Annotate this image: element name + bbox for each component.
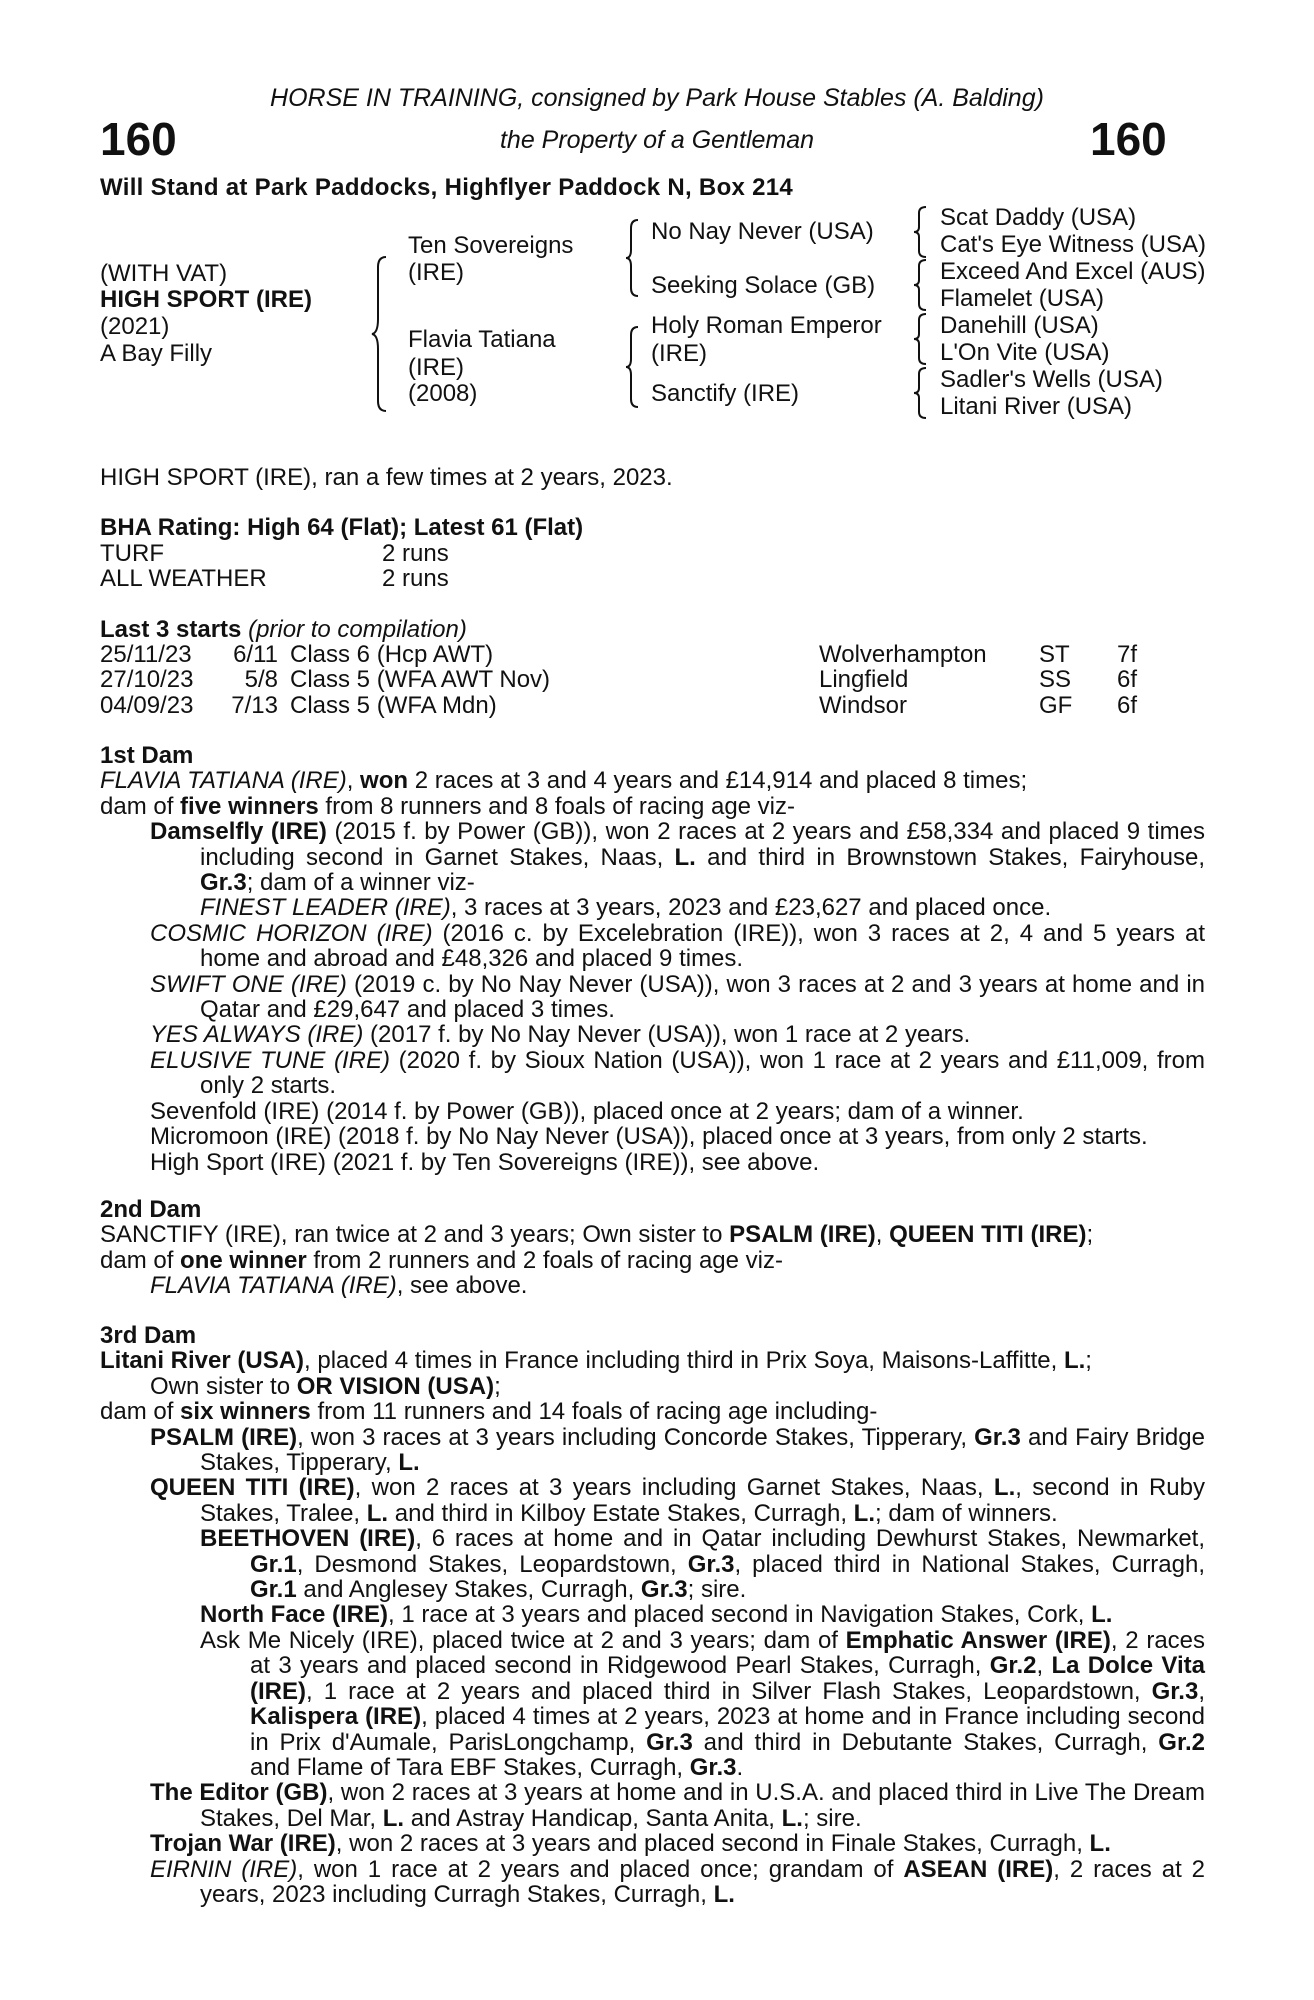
- dam-sire-country: (IRE): [651, 340, 707, 367]
- ddd: Litani River (USA): [940, 393, 1133, 420]
- starts-note: (prior to compilation): [248, 616, 467, 643]
- start-class: Class 6 (Hcp AWT): [290, 641, 494, 668]
- summary-line: HIGH SPORT (IRE), ran a few times at 2 years, 2023.: [100, 464, 673, 491]
- property-line: the Property of a Gentleman: [499, 126, 815, 154]
- third-dam-produce: dam of six winners from 11 runners and 14 foals of racing age including-: [100, 1398, 878, 1426]
- list-item: PSALM (IRE), won 3 races at 3 years including Concorde Stakes, Tipperary, Gr.3 and Fairy Bridge Stakes, Tipperary, L.: [150, 1423, 1205, 1477]
- dds: Sadler's Wells (USA): [940, 366, 1163, 393]
- first-dam-heading: 1st Dam: [100, 742, 194, 769]
- second-dam-produce: dam of one winner from 2 runners and 2 foals of racing age viz-: [100, 1246, 783, 1274]
- start-distance: 6f: [1117, 691, 1138, 719]
- start-distance: 7f: [1117, 641, 1138, 668]
- horse-description: A Bay Filly: [100, 340, 213, 367]
- list-item: EIRNIN (IRE), won 1 race at 2 years and placed once; grandam of ASEAN (IRE), 2 races at 2 years, 2023 including Curragh Stakes, Curragh, L.: [150, 1855, 1206, 1908]
- dsd: L'On Vite (USA): [940, 339, 1110, 366]
- starts-heading: [100, 616, 467, 644]
- list-item: Trojan War (IRE), won 2 races at 3 years and placed second in Finale Stakes, Curragh, L.: [150, 1830, 1111, 1858]
- third-dam-heading: 3rd Dam: [100, 1322, 197, 1349]
- list-item: ELUSIVE TUNE (IRE) (2020 f. by Sioux Nation (USA)), won 1 race at 2 years and £11,009, from only 2 starts.: [150, 1046, 1205, 1100]
- stand-location: Will Stand at Park Paddocks, Highflyer Paddock N, Box 214: [100, 174, 794, 201]
- pedigree-brace-main: [370, 255, 392, 413]
- dam-sire-name: Holy Roman Emperor: [651, 312, 882, 339]
- sdd: Flamelet (USA): [940, 285, 1105, 312]
- list-item: Sevenfold (IRE) (2014 f. by Power (GB)), placed once at 2 years; dam of a winner.: [150, 1097, 1024, 1125]
- dam-year: (2008): [408, 380, 478, 407]
- start-position: 6/11: [233, 641, 278, 668]
- dss: Danehill (USA): [940, 312, 1099, 339]
- horse-name: HIGH SPORT (IRE): [100, 286, 313, 313]
- start-date: 27/10/23: [100, 666, 194, 694]
- table-row: [100, 693, 1137, 718]
- start-position: 5/8: [244, 666, 278, 694]
- first-dam-section: [100, 743, 1205, 1175]
- list-item: FLAVIA TATIANA (IRE), see above.: [150, 1272, 528, 1300]
- list-item: Ask Me Nicely (IRE), placed twice at 2 and 3 years; dam of Emphatic Answer (IRE), 2 races at 3 years and placed second in Ridgewood Pearl Stakes, Curragh, Gr.2, La Dolce Vita (IRE), 1 race at 2 years and placed third in Silver Flash Stakes, Leopardstown, Gr.3, Kalispera (IRE), placed 4 times at 2 years, 2023 at home and in France including second in Prix d'Aumale, ParisLongchamp, Gr.3 and third in Debutante Stakes, Curragh, Gr.2 and Flame of Tara EBF Stakes, Curragh, Gr.3.: [200, 1626, 1206, 1781]
- start-going: ST: [1039, 641, 1070, 668]
- list-item: SWIFT ONE (IRE) (2019 c. by No Nay Never (USA)), won 3 races at 2 and 3 years at home and in Qatar and £29,647 and placed 3 times.: [150, 970, 1205, 1024]
- starts-table: [100, 642, 1137, 718]
- sire-country: (IRE): [408, 259, 464, 286]
- sire-sire: No Nay Never (USA): [651, 218, 874, 245]
- sss: Scat Daddy (USA): [940, 204, 1137, 231]
- list-item: FINEST LEADER (IRE), 3 races at 3 years, 2023 and £23,627 and placed once.: [200, 894, 1052, 922]
- second-dam-heading: 2nd Dam: [100, 1196, 202, 1223]
- dam-name: Flavia Tatiana: [408, 326, 556, 353]
- start-class: Class 5 (WFA Mdn): [290, 691, 497, 719]
- pedigree-brace-sire: [624, 218, 642, 298]
- list-item: COSMIC HORIZON (IRE) (2016 c. by Excelebration (IRE)), won 3 races at 2, 4 and 5 years at home and abroad and £48,326 and placed 9 times.: [150, 919, 1205, 973]
- sire-name: Ten Sovereigns: [408, 232, 574, 259]
- start-position: 7/13: [231, 691, 278, 719]
- list-item: North Face (IRE), 1 race at 3 years and placed second in Navigation Stakes, Cork, L.: [200, 1601, 1113, 1629]
- list-item: Micromoon (IRE) (2018 f. by No Nay Never (USA)), placed once at 3 years, from only 2 starts.: [150, 1123, 1148, 1151]
- start-distance: 6f: [1117, 666, 1138, 694]
- third-dam-record: Litani River (USA), placed 4 times in France including third in Prix Soya, Maisons-Laffitte, L.;: [100, 1347, 1092, 1375]
- ssd: Cat's Eye Witness (USA): [940, 231, 1206, 258]
- rating-turf-label: TURF: [100, 540, 164, 567]
- table-row: [100, 642, 1137, 667]
- pedigree-brace-3b: [912, 258, 930, 313]
- start-date: 25/11/23: [100, 641, 192, 668]
- list-item: YES ALWAYS (IRE) (2017 f. by No Nay Never (USA)), won 1 race at 2 years.: [150, 1021, 971, 1049]
- list-item: The Editor (GB), won 2 races at 3 years at home and in U.S.A. and placed third in Live The Dream Stakes, Del Mar, L. and Astray Handicap, Santa Anita, L.; sire.: [150, 1779, 1205, 1832]
- second-dam-section: [100, 1197, 1205, 1299]
- start-course: Windsor: [819, 691, 908, 719]
- list-item: High Sport (IRE) (2021 f. by Ten Sovereigns (IRE)), see above.: [150, 1148, 820, 1176]
- consignor-line: HORSE IN TRAINING, consigned by Park House Stables (A. Balding): [270, 84, 1044, 112]
- bha-rating: BHA Rating: High 64 (Flat); Latest 61 (Flat): [100, 514, 584, 541]
- start-going: SS: [1039, 666, 1072, 694]
- sire-dam: Seeking Solace (GB): [651, 272, 876, 299]
- sds: Exceed And Excel (AUS): [940, 258, 1206, 285]
- start-date: 04/09/23: [100, 691, 194, 719]
- list-item: Damselfly (IRE) (2015 f. by Power (GB)), won 2 races at 2 years and £58,334 and placed 9 times including second in Garnet Stakes, Naas, L. and third in Brownstown Stakes, Fairyhouse, Gr.3; dam of a winner viz-: [150, 818, 1205, 897]
- list-item: QUEEN TITI (IRE), won 2 races at 3 years including Garnet Stakes, Naas, L., second in Ruby Stakes, Tralee, L. and third in Kilboy Estate Stakes, Curragh, L.; dam of winners.: [150, 1474, 1205, 1527]
- pedigree-brace-3a: [912, 205, 930, 260]
- pedigree-brace-3d: [912, 366, 930, 421]
- first-dam-record: FLAVIA TATIANA (IRE), won 2 races at 3 and 4 years and £14,914 and placed 8 times;: [100, 767, 1028, 795]
- start-course: Lingfield: [819, 666, 909, 694]
- start-course: Wolverhampton: [819, 641, 987, 668]
- dam-dam: Sanctify (IRE): [651, 380, 800, 407]
- second-dam-record: SANCTIFY (IRE), ran twice at 2 and 3 years; Own sister to PSALM (IRE), QUEEN TITI (IRE);: [100, 1221, 1094, 1249]
- rating-aw-runs: 2 runs: [382, 565, 449, 592]
- table-row: [100, 667, 1137, 692]
- lot-number-left: 160: [100, 113, 177, 165]
- horse-year: (2021): [100, 313, 170, 340]
- third-dam-section: [100, 1323, 1205, 1907]
- pedigree-brace-dam: [624, 325, 642, 409]
- list-item: BEETHOVEN (IRE), 6 races at home and in Qatar including Dewhurst Stakes, Newmarket, Gr.1, Desmond Stakes, Leopardstown, Gr.3, placed third in National Stakes, Curragh, Gr.1 and Anglesey Stakes, Curragh, Gr.3; sire.: [200, 1525, 1206, 1604]
- rating-turf-runs: 2 runs: [382, 540, 449, 567]
- vat-note: (WITH VAT): [100, 260, 228, 287]
- pedigree-brace-3c: [912, 312, 930, 367]
- starts-title: Last 3 starts: [100, 616, 242, 643]
- first-dam-produce: dam of five winners from 8 runners and 8 foals of racing age viz-: [100, 792, 796, 820]
- dam-country: (IRE): [408, 354, 464, 381]
- start-class: Class 5 (WFA AWT Nov): [290, 666, 551, 694]
- third-dam-sister: Own sister to OR VISION (USA);: [150, 1372, 501, 1400]
- start-going: GF: [1039, 691, 1073, 719]
- rating-aw-label: ALL WEATHER: [100, 565, 267, 592]
- lot-number-right: 160: [1090, 113, 1167, 165]
